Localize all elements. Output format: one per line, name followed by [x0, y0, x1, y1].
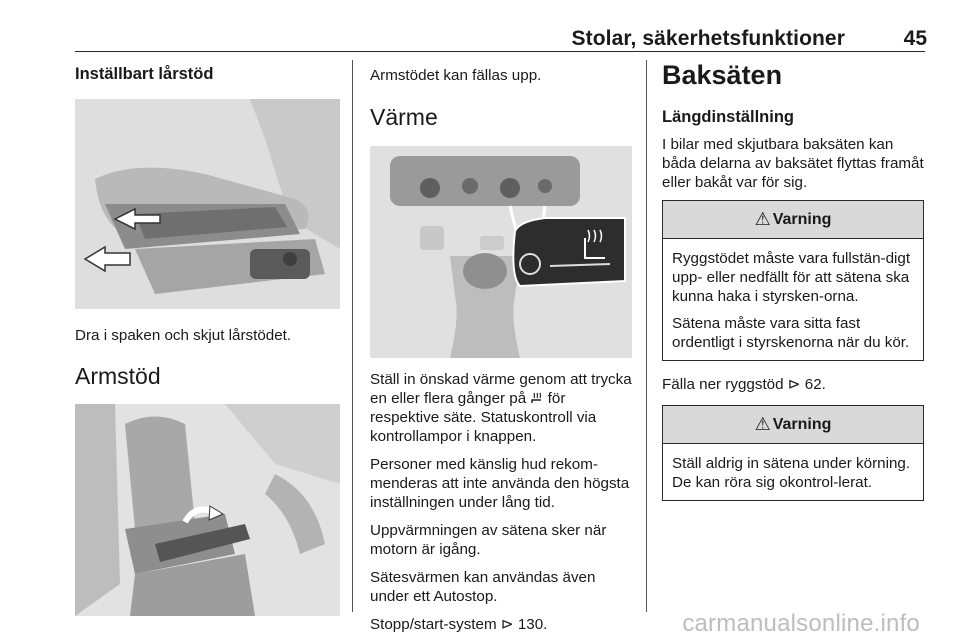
armrest-text: Armstödet kan fällas upp.	[370, 67, 542, 84]
heading-thigh-support: Inställbart lårstöd	[75, 65, 214, 83]
thigh-support-caption: Dra i spaken och skjut lårstödet.	[75, 327, 292, 344]
stop-start-reference[interactable]: Stopp/start-system ⊳ 130.	[370, 616, 548, 633]
heading-armrest: Armstöd	[75, 363, 161, 389]
warning-body	[663, 444, 923, 500]
seat-heating-illustration	[370, 146, 632, 358]
page-number: 45	[903, 27, 927, 50]
watermark: carmanualsonline.info	[682, 610, 920, 637]
column-divider	[352, 60, 353, 612]
heat-paragraph-2: Personer med känslig hud rekom-menderas att inte använda den högsta inställningen under lång tid.	[370, 456, 630, 511]
warning-triangle-icon: ⚠	[754, 414, 771, 434]
armrest-illustration	[75, 404, 340, 616]
heading-length-adjustment: Längdinställning	[662, 108, 794, 126]
warning1-paragraph-2: Sätena måste vara sitta fast ordentligt i styrskenorna när du kör.	[672, 315, 910, 351]
column-divider	[646, 60, 647, 612]
page-ref-icon: ⊳	[500, 616, 514, 633]
warning-body	[663, 239, 923, 360]
header-rule	[75, 51, 925, 52]
warning-box-1	[662, 200, 924, 361]
fold-backrest-reference[interactable]: Fälla ner ryggstöd ⊳ 62.	[662, 376, 826, 393]
warning-box-2	[662, 405, 924, 501]
seat-heat-icon	[530, 391, 543, 405]
heat-paragraph-4: Sätesvärmen kan användas även under ett Autostop.	[370, 569, 596, 605]
warning1-paragraph-1: Ryggstödet måste vara fullstän-digt upp- eller nedfällt för att sätena ska kunna haka i styrsken-orna.	[672, 250, 911, 305]
heading-heat: Värme	[370, 104, 438, 130]
warning-header: ⚠ Varning	[663, 406, 923, 444]
column-1	[75, 60, 340, 616]
heading-rear-seats: Baksäten	[662, 60, 783, 90]
column-3	[662, 60, 926, 501]
heat-paragraph-1: Ställ in önskad värme genom att trycka en eller flera gånger på för respektive säte. Statuskontroll via kontrollampor i knappen.	[370, 371, 632, 445]
page-header-title: Stolar, säkerhetsfunktioner	[571, 27, 845, 50]
heat-paragraph-3: Uppvärmningen av sätena sker när motorn är igång.	[370, 522, 607, 558]
rear-seats-intro: I bilar med skjutbara baksäten kan båda delarna av baksätet flyttas framåt eller bakåt var för sig.	[662, 136, 924, 191]
thigh-support-illustration	[75, 99, 340, 309]
warning2-paragraph-1: Ställ aldrig in sätena under körning. De kan röra sig okontrol-lerat.	[672, 455, 911, 491]
column-2	[370, 60, 632, 634]
warning-header: ⚠ Varning	[663, 201, 923, 239]
warning-triangle-icon: ⚠	[754, 209, 771, 229]
page-ref-icon: ⊳	[787, 376, 801, 393]
